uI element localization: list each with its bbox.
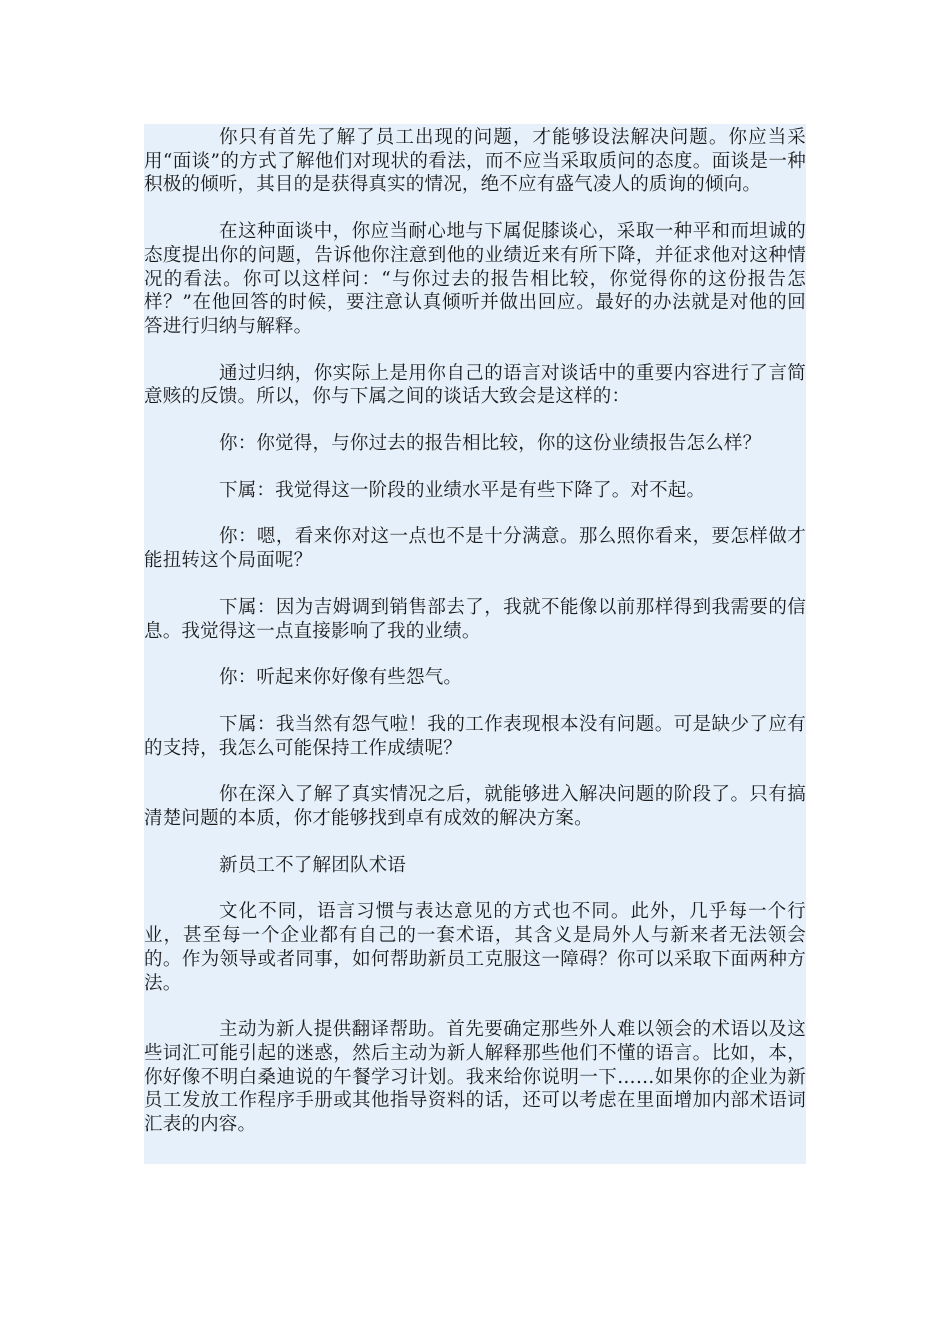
paragraph-3: 通过归纳，你实际上是用你自己的语言对谈话中的重要内容进行了言简意赅的反馈。所以，你与下属之间的谈话大致会是这样的： <box>144 362 806 408</box>
dialogue-line-3: 你：嗯，看来你对这一点也不是十分满意。那么照你看来，要怎样做才能扭转这个局面呢？ <box>144 526 806 572</box>
dialogue-line-6: 下属：我当然有怨气啦！我的工作表现根本没有问题。可是缺少了应有的支持，我怎么可能保持工作成绩呢？ <box>144 713 806 759</box>
dialogue-line-1: 你：你觉得，与你过去的报告相比较，你的这份业绩报告怎么样？ <box>219 433 762 455</box>
paragraph-translation-help: 主动为新人提供翻译帮助。首先要确定那些外人难以领会的术语以及这些词汇可能引起的迷惑，然后主动为新人解释那些他们不懂的语言。比如，本，你好像不明白桑迪说的午餐学习计划。我来给你说明一下……如果你的企业为新员工发放工作程序手册或其他指导资料的话，还可以考虑在里面增加内部术语词汇表的内容。 <box>144 1019 806 1136</box>
dialogue-line-5: 你：听起来你好像有些怨气。 <box>219 667 463 689</box>
paragraph-1: 你只有首先了解了员工出现的问题，才能够设法解决问题。你应当采用“面谈”的方式了解他们对现状的看法，而不应当采取质问的态度。面谈是一种积极的倾听，其目的是获得真实的情况，绝不应有盛气凌人的质询的倾向。 <box>144 127 806 196</box>
dialogue-line-4: 下属：因为吉姆调到销售部去了，我就不能像以前那样得到我需要的信息。我觉得这一点直接影响了我的业绩。 <box>144 596 806 642</box>
paragraph-conclusion: 你在深入了解了真实情况之后，就能够进入解决问题的阶段了。只有搞清楚问题的本质，你才能够找到卓有成效的解决方案。 <box>144 784 806 830</box>
section-heading: 新员工不了解团队术语 <box>219 854 407 876</box>
document-text-block <box>144 124 806 1164</box>
paragraph-2: 在这种面谈中，你应当耐心地与下属促膝谈心，采取一种平和而坦诚的态度提出你的问题，告诉他你注意到他的业绩近来有所下降，并征求他对这种情况的看法。你可以这样问：“与你过去的报告相比较，你觉得你的这份报告怎样？”在他回答的时候，要注意认真倾听并做出回应。最好的办法就是对他的回答进行归纳与解释。 <box>144 221 806 337</box>
dialogue-line-2: 下属：我觉得这一阶段的业绩水平是有些下降了。对不起。 <box>219 479 706 501</box>
paragraph-culture: 文化不同，语言习惯与表达意见的方式也不同。此外，几乎每一个行业，甚至每一个企业都有自己的一套术语，其含义是局外人与新来者无法领会的。作为领导或者同事，如何帮助新员工克服这一障碍？你可以采取下面两种方法。 <box>144 901 806 994</box>
